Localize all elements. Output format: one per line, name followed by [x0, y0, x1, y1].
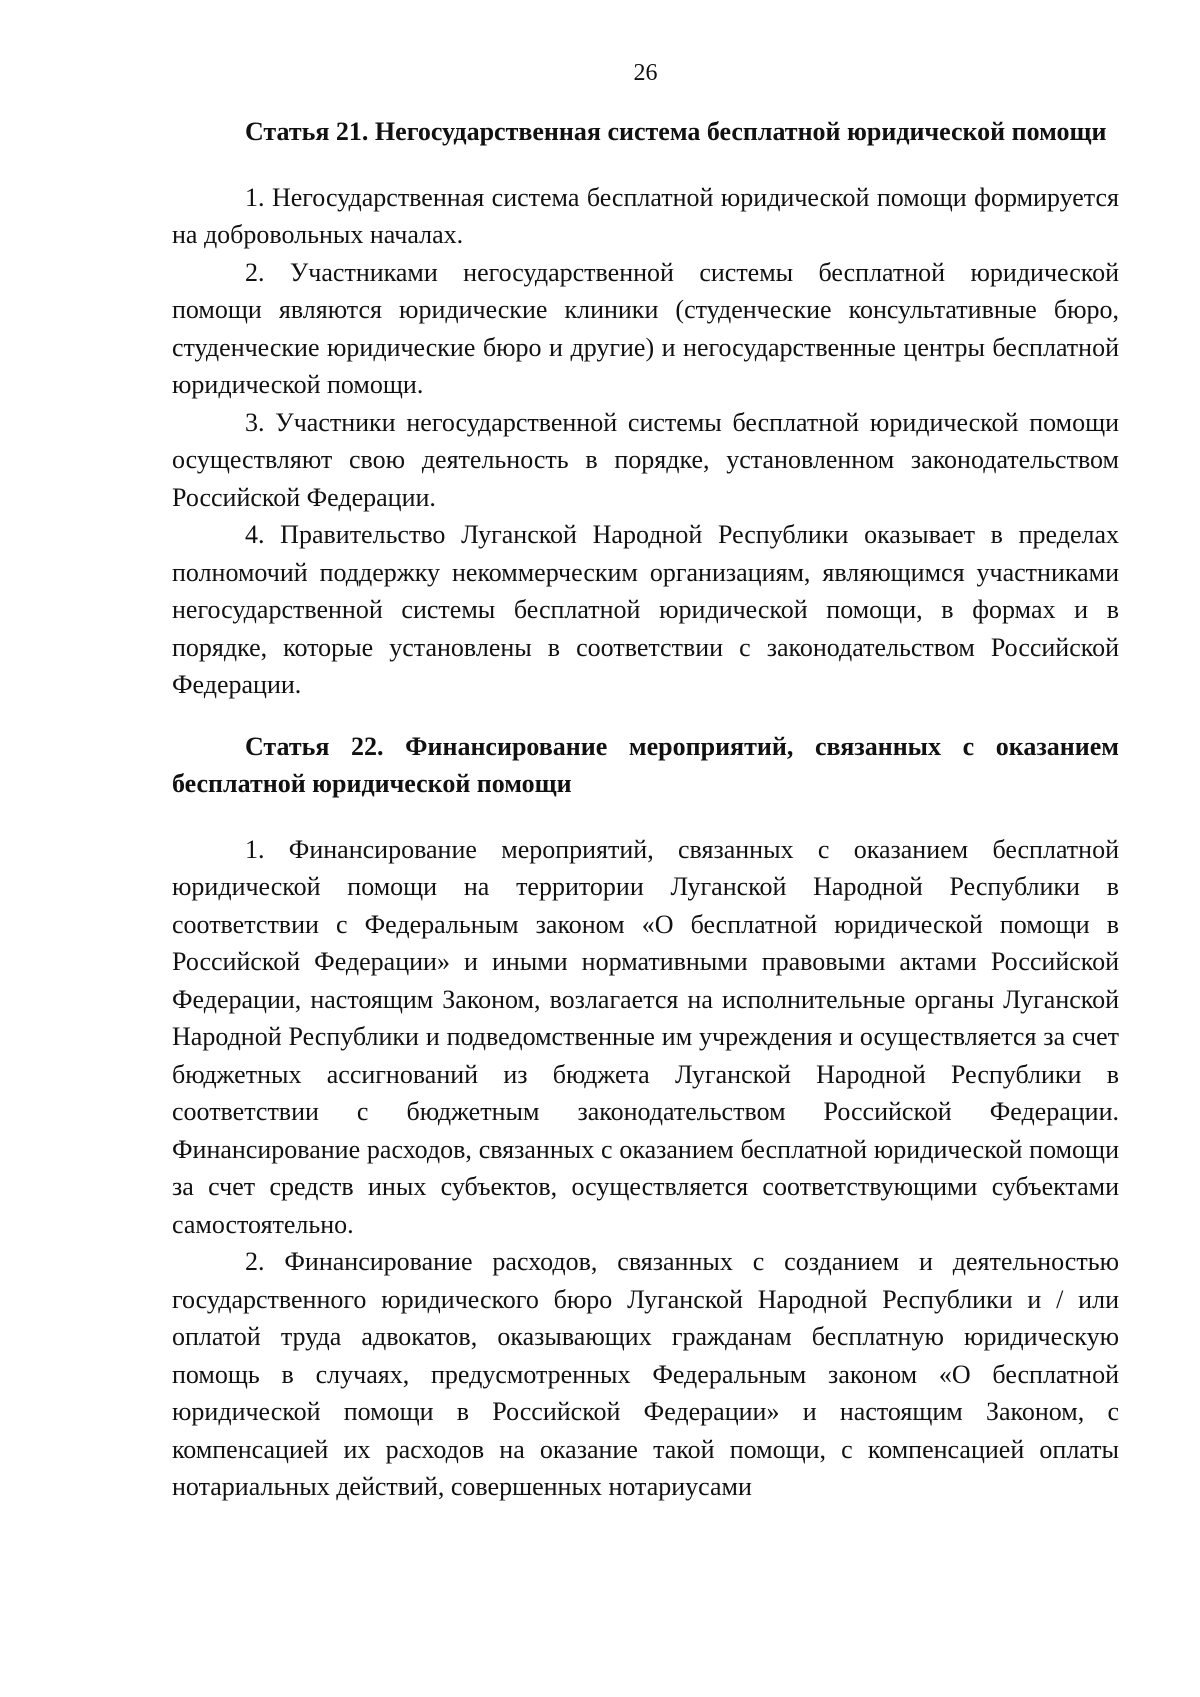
document-body: [172, 113, 1119, 1506]
article-22-paragraph-1: 1. Финансирование мероприятий, связанных с оказанием бесплатной юридической помощи на территории Луганской Народной Республики в соответствии с Федеральным законом «О бесплатной юридической помощи в Российской Федерации» и иными нормативными правовыми актами Российской Федерации, настоящим Законом, возлагается на исполнительные органы Луганской Народной Республики и подведомственные им учреждения и осуществляется за счет бюджетных ассигнований из бюджета Луганской Народной Республики в соответствии с бюджетным законодательством Российской Федерации. Финансирование расходов, связанных с оказанием бесплатной юридической помощи за счет средств иных субъектов, осуществляется соответствующими субъектами самостоятельно.: [172, 834, 1119, 1239]
page-number: 26: [633, 60, 658, 86]
article-21: [172, 113, 1119, 704]
article-21-paragraph-3: 3. Участники негосударственной системы бесплатной юридической помощи осуществляют свою деятельность в порядке, установленном законодательством Российской Федерации.: [172, 407, 1119, 512]
article-21-paragraph-1: 1. Негосударственная система бесплатной юридической помощи формируется на добровольных началах.: [172, 182, 1119, 249]
article-22-paragraph-2: 2. Финансирование расходов, связанных с созданием и деятельностью государственного юридического бюро Луганской Народной Республики и / или оплатой труда адвокатов, оказывающих гражданам бесплатную юридическую помощь в случаях, предусмотренных Федеральным законом «О бесплатной юридической помощи в Российской Федерации» и настоящим Законом, с компенсацией их расходов на оказание такой помощи, с компенсацией оплаты нотариальных действий, совершенных нотариусами: [172, 1247, 1119, 1501]
article-21-paragraph-4: 4. Правительство Луганской Народной Республики оказывает в пределах полномочий поддержку некоммерческим организациям, являющимся участниками негосударственной системы бесплатной юридической помощи, в формах и в порядке, которые установлены в соответствии с законодательством Российской Федерации.: [172, 520, 1119, 699]
article-22: [172, 728, 1119, 1506]
article-21-heading: Статья 21. Негосударственная система бесплатной юридической помощи: [245, 117, 1107, 146]
article-22-heading: Статья 22. Финансирование мероприятий, связанных с оказанием бесплатной юридической помощи: [172, 731, 1119, 798]
article-21-paragraph-2: 2. Участниками негосударственной системы бесплатной юридической помощи являются юридические клиники (студенческие консультативные бюро, студенческие юридические бюро и другие) и негосударственные центры бесплатной юридической помощи.: [172, 257, 1119, 399]
